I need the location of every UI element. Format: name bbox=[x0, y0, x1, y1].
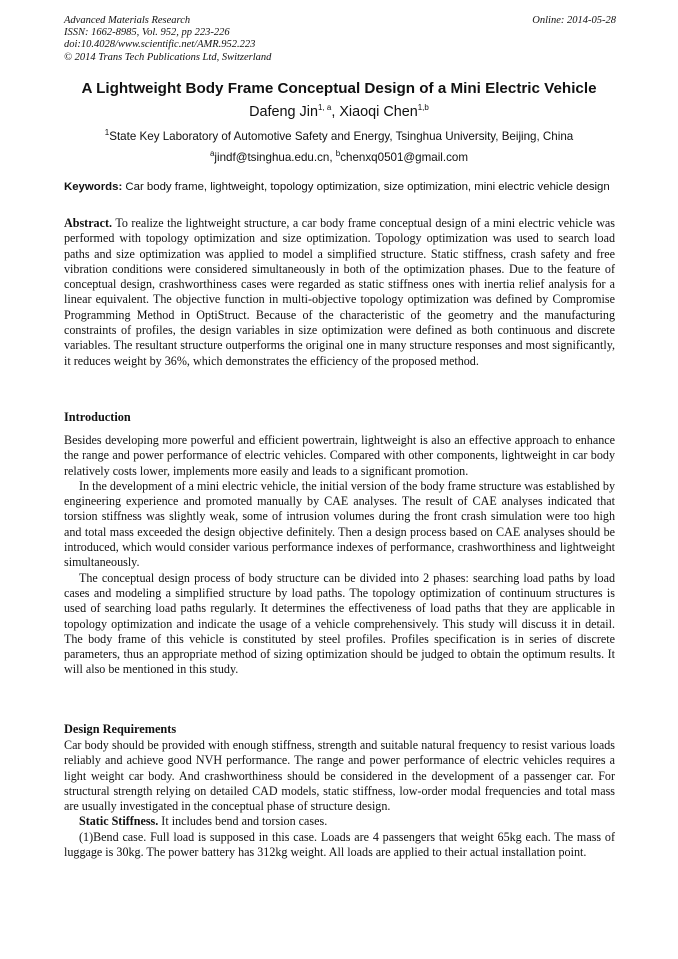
section-heading-design-requirements: Design Requirements bbox=[64, 722, 177, 736]
introduction-section bbox=[64, 433, 615, 678]
paragraph: Car body should be provided with enough stiffness, strength and suitable natural frequency to resist various loads reliably and achieve good NVH performance. The range and power performance of electric vehicles requires a light weight car body. And crashworthiness should be considered in the development of a passenger car. For structural strength relying on detailed CAD models, static stiffness, low-order modal frequencies and total mass are usually investigated in the conceptual phase of structure design. bbox=[64, 738, 615, 814]
journal-name: Advanced Materials Research bbox=[64, 15, 191, 26]
email-link[interactable]: chenxq0501@gmail.com bbox=[340, 151, 469, 164]
affiliation bbox=[40, 130, 638, 143]
author-superscript: 1, a bbox=[317, 103, 332, 113]
email-link[interactable]: jindf@tsinghua.edu.cn, bbox=[214, 151, 336, 164]
design-requirements-section bbox=[64, 738, 615, 860]
affiliation-text: State Key Laboratory of Automotive Safety and Energy, Tsinghua University, Beijing, China bbox=[109, 130, 574, 143]
keywords-block bbox=[64, 181, 615, 194]
paper-title: A Lightweight Body Frame Conceptual Design of a Mini Electric Vehicle bbox=[81, 80, 597, 97]
abstract-label: Abstract. bbox=[64, 216, 113, 230]
author-name: Dafeng Jin bbox=[249, 104, 318, 120]
paragraph: The conceptual design process of body structure can be divided into 2 phases: searching load paths by load cases and modeling a simplified structure by load paths. The topology optimization of continuum structures is used of searching load paths regularly. It determines the effectiveness of load paths that they are applicable in topology optimization and indicate the usage of a vehicle comprehensively. This study will discuss it in detail. The body frame of this vehicle is constituted by steel profiles. Profiles specification is in series of discrete parameters, thus an appropriate method of sizing optimization should be judged to obtain the optimum results. It will also be mentioned in this study. bbox=[64, 570, 615, 677]
email-line bbox=[40, 151, 638, 164]
paragraph-text: It includes bend and torsion cases. bbox=[158, 814, 328, 829]
doi-line: doi:10.4028/www.scientific.net/AMR.952.223 bbox=[64, 39, 256, 51]
section-heading-introduction: Introduction bbox=[64, 410, 131, 424]
keywords-label: Keywords: bbox=[64, 181, 123, 193]
abstract-text: To realize the lightweight structure, a car body frame conceptual design of a mini electric vehicle was performed with topology optimization and size optimization. Topology optimization was used to search load paths and size optimization was applied to model a simplified structure. Static stiffness, crash safety and free vibration conditions were considered simultaneously in both of the optimization phases. Due to the feature of conceptual design, crashworthiness cases were regarded as static stiffness ones with inertia relief analysis for a linear equivalent. The objective function in multi-objective topology optimization was defined by Compromise Programming Method in OptiStruct. Because of the characteristic of the geometry and the manufacturing constraints of profiles, the design variables in size optimization were defined as both continuous and discrete variables. The resultant structure outperforms the original one in many structure responses and most significantly, it reduces weight by 36%, which demonstrates the efficiency of the proposed method. bbox=[64, 216, 615, 368]
paragraph: (1)Bend case. Full load is supposed in this case. Loads are 4 passengers that weight 65kg each. The mass of luggage is 30kg. The power battery has 312kg weight. All loads are applied to their actual installation point. bbox=[64, 829, 615, 860]
author-line bbox=[40, 104, 638, 120]
author-name: Xiaoqi Chen bbox=[339, 104, 418, 120]
paragraph bbox=[64, 814, 615, 829]
journal-header bbox=[64, 15, 616, 64]
email-superscript: b bbox=[335, 149, 341, 159]
paragraph: In the development of a mini electric vehicle, the initial version of the body frame structure was established by engineering experience and promoted manually by CAE analyses. The result of CAE analyses indicated that torsion stiffness was slightly weak, some of intrusion volumes during the front crash simulation were too high and total mass exceeded the design objective definitely. Then a design process based on CAE analyses should be introduced, which would consider various performance indexes of performance, crashworthiness and lightweight simultaneously. bbox=[64, 478, 615, 570]
paragraph: Besides developing more powerful and efficient powertrain, lightweight is also an effective approach to enhance the range and power performance of electric vehicles. Compared with other components, lightweight in car body relatively costs lower, implements more easily and leads to a significant promotion. bbox=[64, 433, 615, 478]
author-superscript: 1,b bbox=[417, 103, 429, 113]
abstract-block bbox=[64, 216, 615, 369]
keywords-text: Car body frame, lightweight, topology optimization, size optimization, mini electric vehicle design bbox=[122, 181, 610, 193]
email-superscript: a bbox=[209, 149, 215, 159]
affiliation-superscript: 1 bbox=[104, 128, 110, 138]
issn-line: ISSN: 1662-8985, Vol. 952, pp 223-226 bbox=[64, 27, 230, 39]
copyright-line: © 2014 Trans Tech Publications Ltd, Switzerland bbox=[64, 51, 272, 63]
author-separator: , bbox=[331, 104, 340, 120]
subheading-static-stiffness: Static Stiffness. bbox=[79, 814, 159, 829]
online-date: Online: 2014-05-28 bbox=[532, 15, 616, 26]
